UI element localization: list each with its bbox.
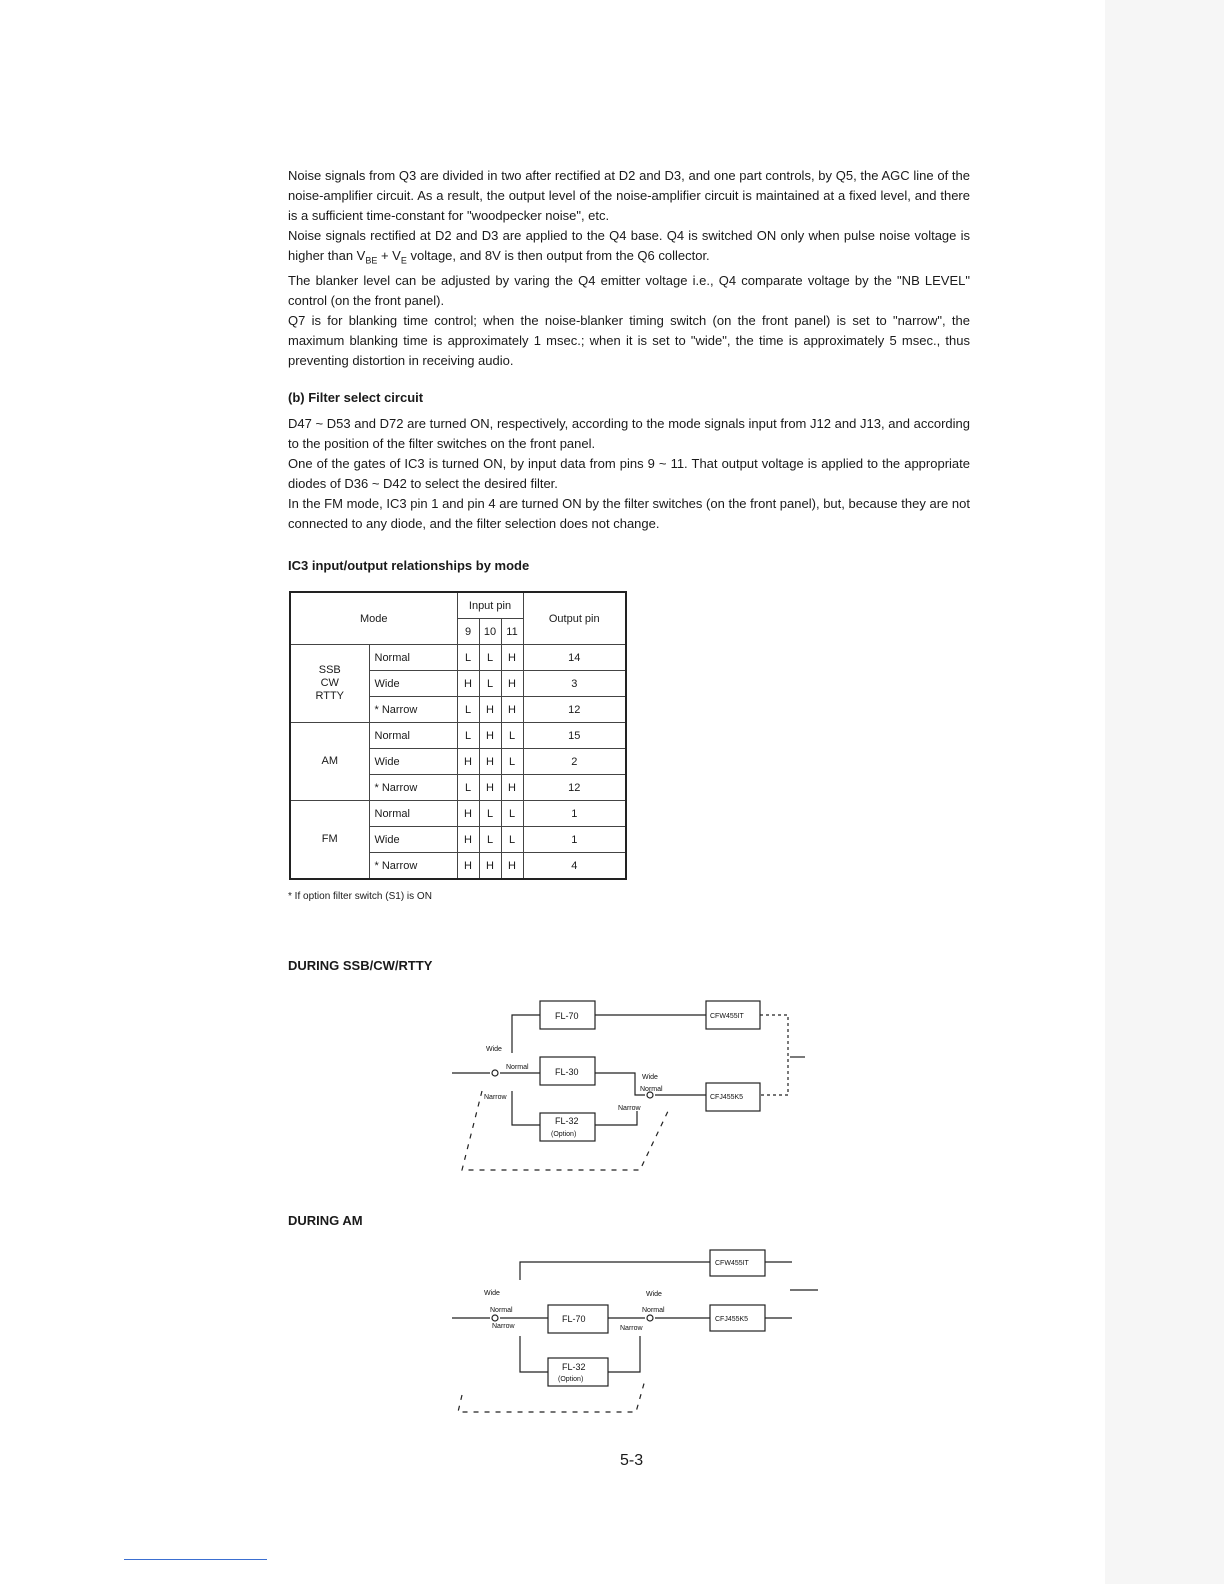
pin10-value: L — [479, 671, 501, 697]
d2-narrow2-label: Narrow — [620, 1325, 643, 1332]
d1-wide-label: Wide — [486, 1046, 502, 1053]
d1-narrow2-label: Narrow — [618, 1105, 641, 1112]
table-row — [290, 723, 626, 749]
diagram2-title: DURING AM — [288, 1213, 363, 1228]
output-value: 15 — [523, 723, 626, 749]
output-value: 12 — [523, 697, 626, 723]
pin9-value: L — [457, 697, 479, 723]
pin11-value: L — [501, 827, 523, 853]
filter-section-heading: (b) Filter select circuit — [288, 390, 424, 405]
pin9-value: L — [457, 723, 479, 749]
row-mode: Wide — [369, 671, 457, 697]
row-mode: * Narrow — [369, 775, 457, 801]
pin9-value: H — [457, 801, 479, 827]
pin11-value: H — [501, 671, 523, 697]
page-number: 5-3 — [620, 1452, 644, 1469]
d1-output-bus — [760, 1015, 788, 1095]
d2-narrow-branch — [520, 1336, 548, 1372]
filter-select-description — [288, 414, 970, 534]
d2-narrow-label: Narrow — [492, 1323, 515, 1330]
d1-cfw-label: CFW455IT — [710, 1013, 744, 1020]
d2-switch2-pivot — [647, 1315, 653, 1321]
footer-rule — [124, 1559, 267, 1560]
output-value: 14 — [523, 645, 626, 671]
d2-switch-pivot — [492, 1315, 498, 1321]
row-mode: Wide — [369, 827, 457, 853]
d2-wide2-label: Wide — [646, 1291, 662, 1298]
d2-gang-link — [458, 1380, 645, 1412]
d1-normal2-label: Normal — [640, 1086, 663, 1093]
row-mode: Wide — [369, 749, 457, 775]
pin11-value: H — [501, 775, 523, 801]
paragraph-noise-signals: Noise signals from Q3 are divided in two after rectified at D2 and D3, and one part controls, by Q5, the AGC line of the noise-amplifier circuit. As a result, the output level of the noise-amplifier circuit is maintained at a fixed level, and there is a sufficient time-constant for "woodpecker noise", etc. — [288, 168, 970, 223]
pin9-value: L — [457, 775, 479, 801]
row-mode: Normal — [369, 801, 457, 827]
d1-fl32-label: FL-32 — [555, 1116, 579, 1126]
paragraph-q4-switching — [288, 226, 970, 271]
table-title: IC3 input/output relationships by mode — [288, 558, 530, 573]
d2-fl32-label: FL-32 — [562, 1362, 586, 1372]
row-mode: * Narrow — [369, 853, 457, 880]
header-output-pin: Output pin — [523, 592, 626, 645]
header-mode: Mode — [290, 592, 457, 645]
diagram1-ssb-cw-rtty — [440, 995, 820, 1180]
table-header-row-1 — [290, 592, 626, 619]
d1-fl30-out — [595, 1073, 645, 1095]
d2-normal2-label: Normal — [642, 1307, 665, 1314]
filter-paragraph-2: One of the gates of IC3 is turned ON, by input data from pins 9 ~ 11. That output voltage is applied to the appropriate diodes of D36 ~ D42 to select the desired filter. — [288, 456, 970, 491]
table-row — [290, 645, 626, 671]
header-pin-10: 10 — [479, 619, 501, 645]
d2-fl70-label: FL-70 — [562, 1314, 586, 1324]
d2-option-label: (Option) — [558, 1376, 584, 1383]
d1-fl30-label: FL-30 — [555, 1067, 579, 1077]
pin9-value: H — [457, 749, 479, 775]
paragraph-blanker-level: The blanker level can be adjusted by varing the Q4 emitter voltage i.e., Q4 comparate voltage by the "NB LEVEL" control (on the front panel). — [288, 272, 970, 308]
d2-wide-top-line — [520, 1262, 710, 1280]
noise-blanker-description — [288, 166, 970, 371]
pin11-value: L — [501, 749, 523, 775]
para2-mid: + V — [377, 248, 401, 263]
d1-normal-label: Normal — [506, 1064, 529, 1071]
d1-fl70-label: FL-70 — [555, 1011, 579, 1021]
pin9-value: L — [457, 645, 479, 671]
pin10-value: H — [479, 749, 501, 775]
pin10-value: H — [479, 775, 501, 801]
output-value: 1 — [523, 827, 626, 853]
d1-wide-branch — [512, 1015, 540, 1053]
d1-fl32-out — [595, 1111, 637, 1125]
table-footnote: * If option filter switch (S1) is ON — [288, 891, 432, 902]
diagram1-title: DURING SSB/CW/RTTY — [288, 958, 433, 973]
header-input-pin: Input pin — [457, 592, 523, 619]
output-value: 2 — [523, 749, 626, 775]
filter-paragraph-3: In the FM mode, IC3 pin 1 and pin 4 are turned ON by the filter switches (on the front panel), but, because they are not connected to any diode, and the filter selection does not change. — [288, 496, 970, 531]
pin11-value: H — [501, 645, 523, 671]
output-value: 1 — [523, 801, 626, 827]
group-am: AM — [290, 723, 369, 801]
pin10-value: H — [479, 697, 501, 723]
pin10-value: L — [479, 645, 501, 671]
ic3-io-table — [289, 591, 627, 880]
diagram2-am — [440, 1240, 820, 1425]
output-value: 3 — [523, 671, 626, 697]
d1-narrow-branch — [512, 1091, 540, 1125]
pin11-value: H — [501, 697, 523, 723]
d2-wide-label: Wide — [484, 1290, 500, 1297]
pin11-value: L — [501, 801, 523, 827]
table-row — [290, 801, 626, 827]
d2-normal-label: Normal — [490, 1307, 513, 1314]
pin9-value: H — [457, 671, 479, 697]
page-edge-shade — [1105, 0, 1224, 1584]
pin10-value: H — [479, 723, 501, 749]
pin9-value: H — [457, 827, 479, 853]
paragraph-q7-timing: Q7 is for blanking time control; when the noise-blanker timing switch (on the front panel) is set to "narrow", the maximum blanking time is approximately 1 msec.; when it is set to "wide", the time is approximately 5 msec., thus preventing distortion in receiving audio. — [288, 312, 970, 368]
pin11-value: L — [501, 723, 523, 749]
d2-cfw-label: CFW455IT — [715, 1260, 749, 1267]
output-value: 12 — [523, 775, 626, 801]
row-mode: * Narrow — [369, 697, 457, 723]
header-pin-9: 9 — [457, 619, 479, 645]
d1-narrow-label: Narrow — [484, 1094, 507, 1101]
pin10-value: L — [479, 827, 501, 853]
row-mode: Normal — [369, 723, 457, 749]
output-value: 4 — [523, 853, 626, 880]
para2-end: voltage, and 8V is then output from the Q6 collector. — [406, 248, 710, 263]
filter-paragraph-1: D47 ~ D53 and D72 are turned ON, respectively, according to the mode signals input from J12 and J13, and according to the position of the filter switches on the front panel. — [288, 416, 970, 451]
row-mode: Normal — [369, 645, 457, 671]
d1-switch-pivot — [492, 1070, 498, 1076]
group-fm: FM — [290, 801, 369, 880]
d1-cfj-label: CFJ455K5 — [710, 1094, 744, 1101]
group-ssb-cw-rtty: SSB CW RTTY — [290, 645, 369, 723]
pin11-value: H — [501, 853, 523, 880]
header-pin-11: 11 — [501, 619, 523, 645]
para2-start: Noise signals rectified at D2 and D3 are applied to the Q4 base. Q4 is switched ON only when pulse noise voltage is higher than V — [288, 228, 970, 263]
pin10-value: H — [479, 853, 501, 880]
para2-sub-e: E — [400, 255, 407, 266]
para2-sub-be: BE — [365, 255, 378, 266]
d1-option-label: (Option) — [551, 1131, 577, 1138]
pin9-value: H — [457, 853, 479, 880]
d2-cfj-label: CFJ455K5 — [715, 1316, 749, 1323]
d2-fl32-out — [608, 1336, 640, 1372]
pin10-value: L — [479, 801, 501, 827]
d1-wide2-label: Wide — [642, 1074, 658, 1081]
